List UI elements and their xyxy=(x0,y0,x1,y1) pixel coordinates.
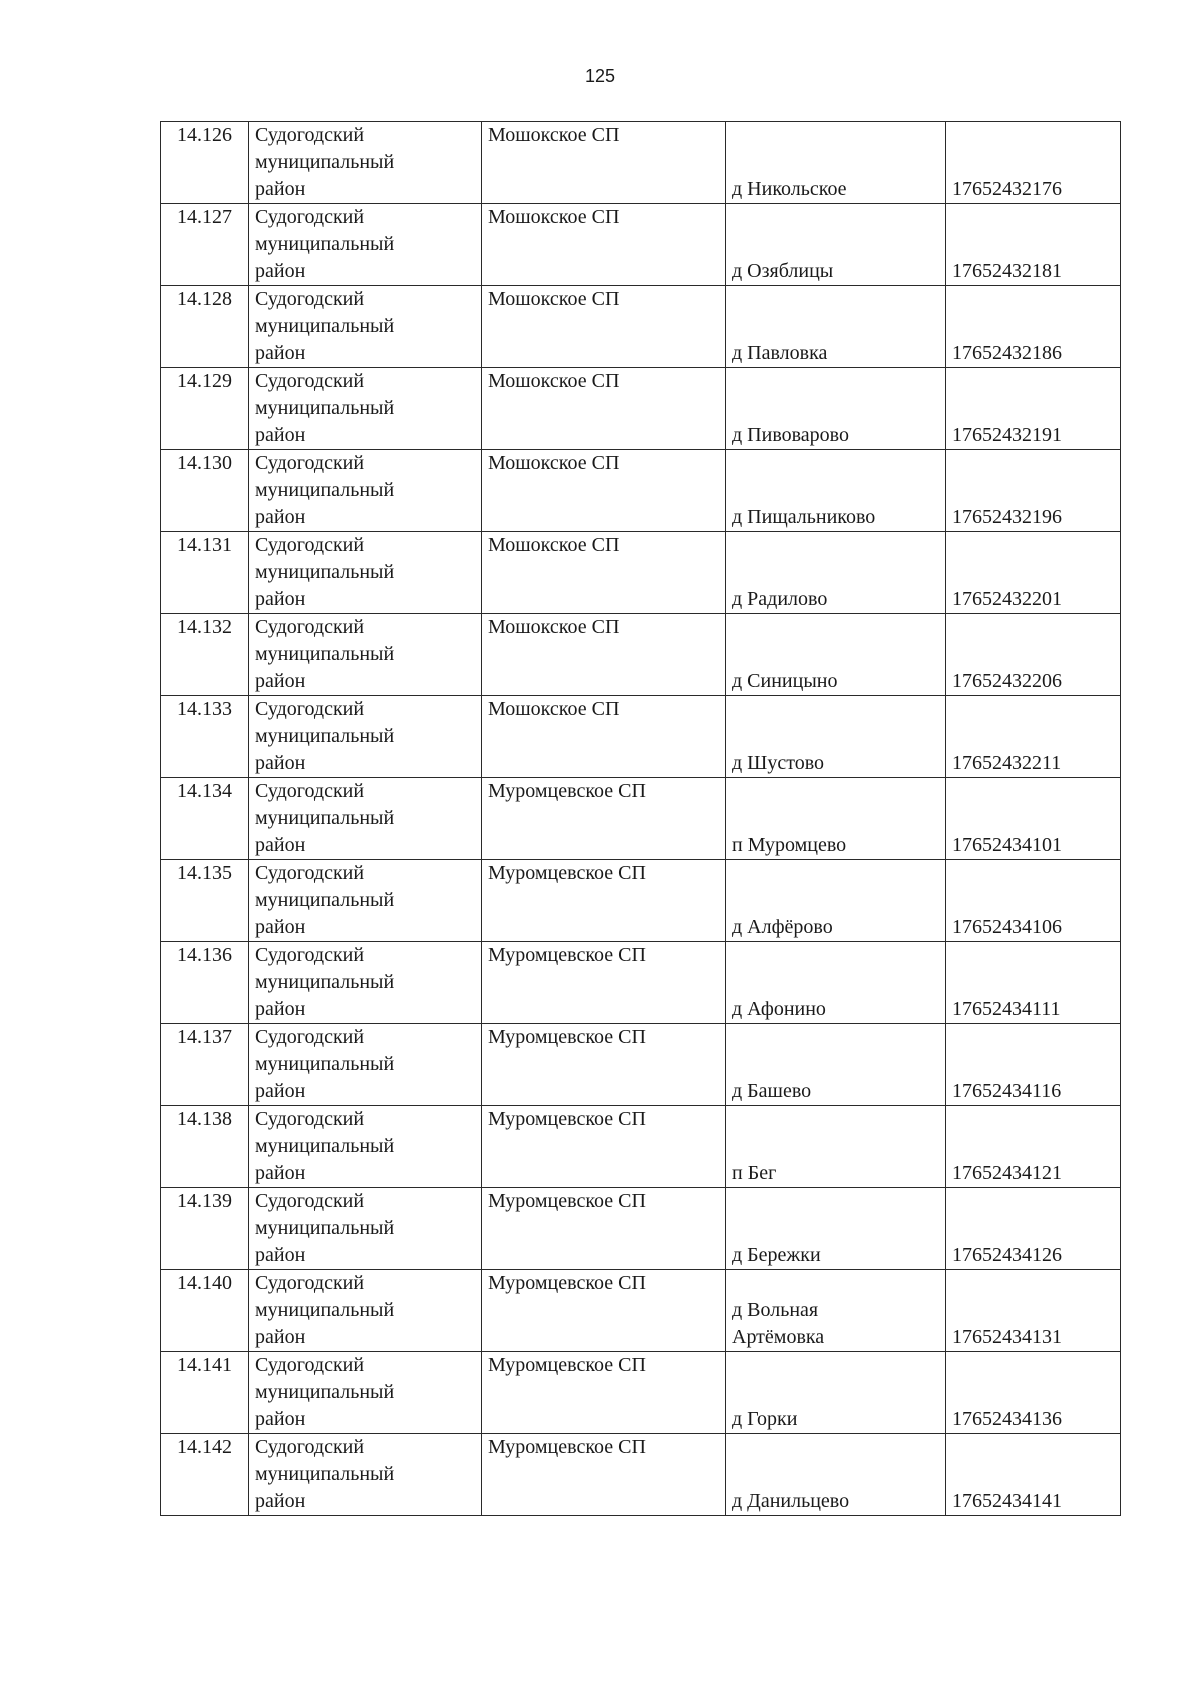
locality-cell: д Пивоварово xyxy=(726,368,946,450)
district-line: муниципальный xyxy=(255,725,395,747)
district-cell xyxy=(249,204,482,286)
district-line: муниципальный xyxy=(255,315,395,337)
district-line: район xyxy=(255,1408,306,1430)
locality-line: Артёмовка xyxy=(732,1326,825,1348)
row-number-cell: 14.130 xyxy=(161,450,249,532)
row-number-cell: 14.131 xyxy=(161,532,249,614)
district-line: Судогодский xyxy=(255,288,365,310)
locality-cell: д Алфёрово xyxy=(726,860,946,942)
locality-cell: д Горки xyxy=(726,1352,946,1434)
oktmo-code-cell: 17652434106 xyxy=(946,860,1121,942)
district-line: Судогодский xyxy=(255,370,365,392)
district-cell xyxy=(249,778,482,860)
oktmo-code-cell: 17652434121 xyxy=(946,1106,1121,1188)
settlement-cell: Мошокское СП xyxy=(482,614,726,696)
row-number-cell: 14.142 xyxy=(161,1434,249,1516)
district-line: муниципальный xyxy=(255,1299,395,1321)
district-line: район xyxy=(255,1244,306,1266)
district-line: район xyxy=(255,998,306,1020)
row-number-cell: 14.139 xyxy=(161,1188,249,1270)
district-line: Судогодский xyxy=(255,862,365,884)
district-line: муниципальный xyxy=(255,971,395,993)
district-line: муниципальный xyxy=(255,561,395,583)
table-row xyxy=(161,368,1121,450)
district-line: район xyxy=(255,260,306,282)
table-row xyxy=(161,1352,1121,1434)
row-number-cell: 14.141 xyxy=(161,1352,249,1434)
district-line: муниципальный xyxy=(255,1381,395,1403)
table-row xyxy=(161,450,1121,532)
table-row xyxy=(161,122,1121,204)
district-line: муниципальный xyxy=(255,1053,395,1075)
district-line: Судогодский xyxy=(255,1354,365,1376)
row-number-cell: 14.137 xyxy=(161,1024,249,1106)
district-cell xyxy=(249,532,482,614)
settlement-cell: Муромцевское СП xyxy=(482,860,726,942)
district-cell xyxy=(249,1188,482,1270)
oktmo-code-cell: 17652434111 xyxy=(946,942,1121,1024)
district-line: Судогодский xyxy=(255,698,365,720)
row-number-cell: 14.134 xyxy=(161,778,249,860)
locality-cell: д Синицыно xyxy=(726,614,946,696)
oktmo-code-cell: 17652432181 xyxy=(946,204,1121,286)
settlement-cell: Муромцевское СП xyxy=(482,942,726,1024)
table-row xyxy=(161,778,1121,860)
locality-cell: д Павловка xyxy=(726,286,946,368)
locality-cell: п Бег xyxy=(726,1106,946,1188)
district-cell xyxy=(249,1106,482,1188)
settlements-table xyxy=(160,121,1121,1516)
district-line: Судогодский xyxy=(255,944,365,966)
district-line: Судогодский xyxy=(255,1108,365,1130)
locality-cell: д Озяблицы xyxy=(726,204,946,286)
oktmo-code-cell: 17652432196 xyxy=(946,450,1121,532)
table-row xyxy=(161,286,1121,368)
row-number-cell: 14.136 xyxy=(161,942,249,1024)
table-row xyxy=(161,1434,1121,1516)
district-line: муниципальный xyxy=(255,643,395,665)
district-cell xyxy=(249,1270,482,1352)
district-line: Судогодский xyxy=(255,780,365,802)
district-cell xyxy=(249,1434,482,1516)
district-line: район xyxy=(255,1162,306,1184)
oktmo-code-cell: 17652432201 xyxy=(946,532,1121,614)
district-line: Судогодский xyxy=(255,1436,365,1458)
table-row xyxy=(161,1188,1121,1270)
district-line: Судогодский xyxy=(255,616,365,638)
table-row xyxy=(161,1024,1121,1106)
district-cell xyxy=(249,696,482,778)
settlement-cell: Мошокское СП xyxy=(482,696,726,778)
oktmo-code-cell: 17652432186 xyxy=(946,286,1121,368)
district-line: Судогодский xyxy=(255,1272,365,1294)
locality-cell: д Пищальниково xyxy=(726,450,946,532)
table-row xyxy=(161,860,1121,942)
district-line: район xyxy=(255,342,306,364)
table-row xyxy=(161,942,1121,1024)
locality-line: д Вольная xyxy=(732,1299,819,1321)
district-line: муниципальный xyxy=(255,397,395,419)
district-line: Судогодский xyxy=(255,452,365,474)
district-cell xyxy=(249,286,482,368)
settlement-cell: Мошокское СП xyxy=(482,204,726,286)
district-line: район xyxy=(255,1080,306,1102)
district-line: район xyxy=(255,916,306,938)
oktmo-code-cell: 17652432206 xyxy=(946,614,1121,696)
row-number-cell: 14.128 xyxy=(161,286,249,368)
table-row xyxy=(161,1106,1121,1188)
oktmo-code-cell: 17652434131 xyxy=(946,1270,1121,1352)
district-line: район xyxy=(255,1490,306,1512)
locality-cell: д Никольское xyxy=(726,122,946,204)
settlement-cell: Муромцевское СП xyxy=(482,1024,726,1106)
settlement-cell: Муромцевское СП xyxy=(482,778,726,860)
district-cell xyxy=(249,1024,482,1106)
settlement-cell: Муромцевское СП xyxy=(482,1188,726,1270)
locality-cell xyxy=(726,1270,946,1352)
oktmo-code-cell: 17652432176 xyxy=(946,122,1121,204)
table-body xyxy=(161,122,1121,1516)
settlement-cell: Мошокское СП xyxy=(482,450,726,532)
settlement-cell: Мошокское СП xyxy=(482,368,726,450)
settlement-cell: Муромцевское СП xyxy=(482,1106,726,1188)
table-row xyxy=(161,614,1121,696)
oktmo-code-cell: 17652434136 xyxy=(946,1352,1121,1434)
oktmo-code-cell: 17652432211 xyxy=(946,696,1121,778)
locality-cell: д Афонино xyxy=(726,942,946,1024)
district-cell xyxy=(249,368,482,450)
district-line: Судогодский xyxy=(255,124,365,146)
oktmo-code-cell: 17652434141 xyxy=(946,1434,1121,1516)
page-number: 125 xyxy=(584,66,616,86)
row-number-cell: 14.129 xyxy=(161,368,249,450)
row-number-cell: 14.138 xyxy=(161,1106,249,1188)
settlement-cell: Мошокское СП xyxy=(482,286,726,368)
row-number-cell: 14.135 xyxy=(161,860,249,942)
oktmo-code-cell: 17652434101 xyxy=(946,778,1121,860)
locality-cell: д Шустово xyxy=(726,696,946,778)
district-line: Судогодский xyxy=(255,1026,365,1048)
locality-cell: д Бережки xyxy=(726,1188,946,1270)
row-number-cell: 14.133 xyxy=(161,696,249,778)
locality-cell: п Муромцево xyxy=(726,778,946,860)
district-line: Судогодский xyxy=(255,206,365,228)
district-line: район xyxy=(255,1326,306,1348)
table-row xyxy=(161,696,1121,778)
district-line: муниципальный xyxy=(255,1463,395,1485)
row-number-cell: 14.132 xyxy=(161,614,249,696)
district-line: муниципальный xyxy=(255,151,395,173)
district-line: муниципальный xyxy=(255,807,395,829)
district-line: муниципальный xyxy=(255,889,395,911)
district-line: район xyxy=(255,588,306,610)
row-number-cell: 14.126 xyxy=(161,122,249,204)
locality-cell: д Радилово xyxy=(726,532,946,614)
district-line: Судогодский xyxy=(255,1190,365,1212)
district-line: район xyxy=(255,834,306,856)
settlement-cell: Муромцевское СП xyxy=(482,1270,726,1352)
row-number-cell: 14.140 xyxy=(161,1270,249,1352)
district-cell xyxy=(249,122,482,204)
oktmo-code-cell: 17652434116 xyxy=(946,1024,1121,1106)
locality-cell: д Башево xyxy=(726,1024,946,1106)
table-row xyxy=(161,1270,1121,1352)
district-line: район xyxy=(255,178,306,200)
settlement-cell: Муромцевское СП xyxy=(482,1352,726,1434)
row-number-cell: 14.127 xyxy=(161,204,249,286)
district-line: район xyxy=(255,752,306,774)
district-line: район xyxy=(255,670,306,692)
oktmo-code-cell: 17652432191 xyxy=(946,368,1121,450)
district-line: муниципальный xyxy=(255,1217,395,1239)
table-row xyxy=(161,204,1121,286)
locality-cell: д Данильцево xyxy=(726,1434,946,1516)
district-cell xyxy=(249,942,482,1024)
district-line: район xyxy=(255,424,306,446)
settlement-cell: Муромцевское СП xyxy=(482,1434,726,1516)
table-row xyxy=(161,532,1121,614)
district-line: Судогодский xyxy=(255,534,365,556)
district-line: муниципальный xyxy=(255,1135,395,1157)
district-line: муниципальный xyxy=(255,479,395,501)
oktmo-code-cell: 17652434126 xyxy=(946,1188,1121,1270)
settlement-cell: Мошокское СП xyxy=(482,532,726,614)
district-cell xyxy=(249,860,482,942)
district-cell xyxy=(249,1352,482,1434)
district-line: муниципальный xyxy=(255,233,395,255)
district-line: район xyxy=(255,506,306,528)
district-cell xyxy=(249,450,482,532)
settlement-cell: Мошокское СП xyxy=(482,122,726,204)
district-cell xyxy=(249,614,482,696)
